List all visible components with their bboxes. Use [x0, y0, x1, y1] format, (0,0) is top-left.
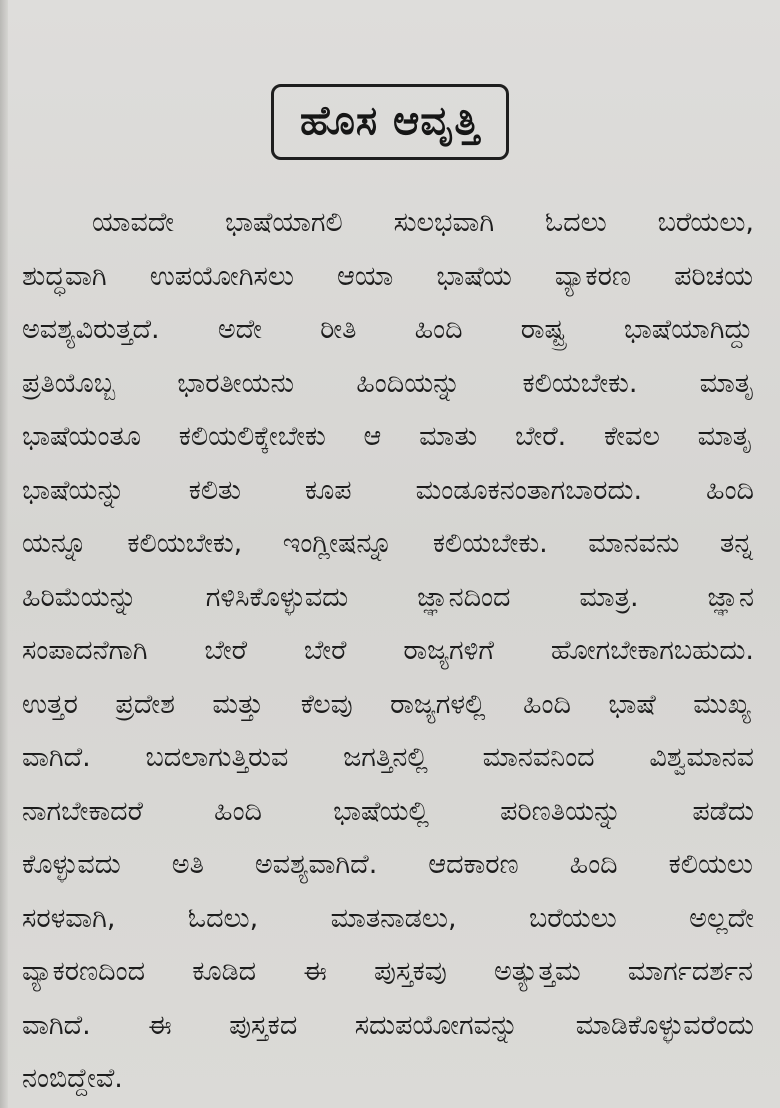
paragraph-line: ಉತ್ತರ ಪ್ರದೇಶ ಮತ್ತು ಕೆಲವು ರಾಜ್ಯಗಳಲ್ಲಿ ಹಿಂದಿ ಭಾಷೆ ಮುಖ್ಯ — [22, 688, 751, 720]
paragraph-line: ಭಾಷೆಯಂತೂ ಕಲಿಯಲಿಕ್ಕೇಬೇಕು ಆ ಮಾತು ಬೇರೆ. ಕೇವಲ ಮಾತೃ — [22, 421, 752, 452]
paragraph-line: ವಾಗಿದೆ. ಈ ಪುಸ್ತಕದ ಸದುಪಯೋಗವನ್ನು ಮಾಡಿಕೊಳ್ಳುವರೆಂದು — [22, 1009, 754, 1041]
paragraph-line: ಸಂಪಾದನೆಗಾಗಿ ಬೇರೆ ಬೇರೆ ರಾಜ್ಯಗಳಿಗೆ ಹೋಗಬೇಕಾಗಬಹುದು. — [22, 635, 754, 666]
page-edge-shadow — [0, 0, 8, 1108]
paragraph-line: ಯನ್ನೂ ಕಲಿಯಬೇಕು, ಇಂಗ್ಲೀಷನ್ನೂ ಕಲಿಯಬೇಕು. ಮಾನವನು ತನ್ನ — [22, 528, 753, 559]
paragraph-line: ಭಾಷೆಯನ್ನು ಕಲಿತು ಕೂಪ ಮಂಡೂಕನಂತಾಗಬಾರದು. ಹಿಂದಿ — [22, 474, 754, 506]
paragraph-line: ಕೊಳ್ಳುವದು ಅತಿ ಅವಶ್ಯವಾಗಿದೆ. ಆದಕಾರಣ ಹಿಂದಿ ಕಲಿಯಲು — [22, 849, 753, 880]
paragraph-line: ಶುದ್ಧವಾಗಿ ಉಪಯೋಗಿಸಲು ಆಯಾ ಭಾಷೆಯ ವ್ಯಾಕರಣ ಪರಿಚಯ — [22, 260, 753, 292]
paragraph-line: ಪ್ರತಿಯೊಬ್ಬ ಭಾರತೀಯನು ಹಿಂದಿಯನ್ನು ಕಲಿಯಬೇಕು. ಮಾತೃ — [22, 367, 754, 399]
paragraph-line: ಅವಶ್ಯವಿರುತ್ತದೆ. ಅದೇ ರೀತಿ ಹಿಂದಿ ರಾಷ್ಟ್ರ ಭಾಷೆಯಾಗಿದ್ದು — [22, 314, 753, 345]
body-paragraph — [22, 196, 758, 1106]
paragraph-line: ವಾಗಿದೆ. ಬದಲಾಗುತ್ತಿರುವ ಜಗತ್ತಿನಲ್ಲಿ ಮಾನವನಿಂದ ವಿಶ್ವಮಾನವ — [22, 742, 754, 773]
paragraph-line: ವ್ಯಾಕರಣದಿಂದ ಕೂಡಿದ ಈ ಪುಸ್ತಕವು ಅತ್ಯುತ್ತಮ ಮಾರ್ಗದರ್ಶನ — [22, 956, 753, 987]
paragraph-line: ಹಿರಿಮೆಯನ್ನು ಗಳಿಸಿಕೊಳ್ಳುವದು ಜ್ಞಾನದಿಂದ ಮಾತ್ರ. ಜ್ಞಾನ — [22, 581, 754, 613]
page-title: ಹೊಸ ಆವೃತ್ತಿ — [271, 84, 509, 160]
paragraph-line: ನಾಗಬೇಕಾದರೆ ಹಿಂದಿ ಭಾಷೆಯಲ್ಲಿ ಪರಿಣತಿಯನ್ನು ಪಡೆದು — [22, 795, 754, 827]
paragraph-line: ಯಾವದೇ ಭಾಷೆಯಾಗಲಿ ಸುಲಭವಾಗಿ ಓದಲು ಬರೆಯಲು, — [92, 207, 754, 238]
paragraph-line: ನಂಬಿದ್ದೇವೆ. — [22, 1063, 123, 1094]
title-container — [0, 84, 780, 160]
paragraph-line: ಸರಳವಾಗಿ, ಓದಲು, ಮಾತನಾಡಲು, ಬರೆಯಲು ಅಲ್ಲದೇ — [22, 902, 754, 934]
